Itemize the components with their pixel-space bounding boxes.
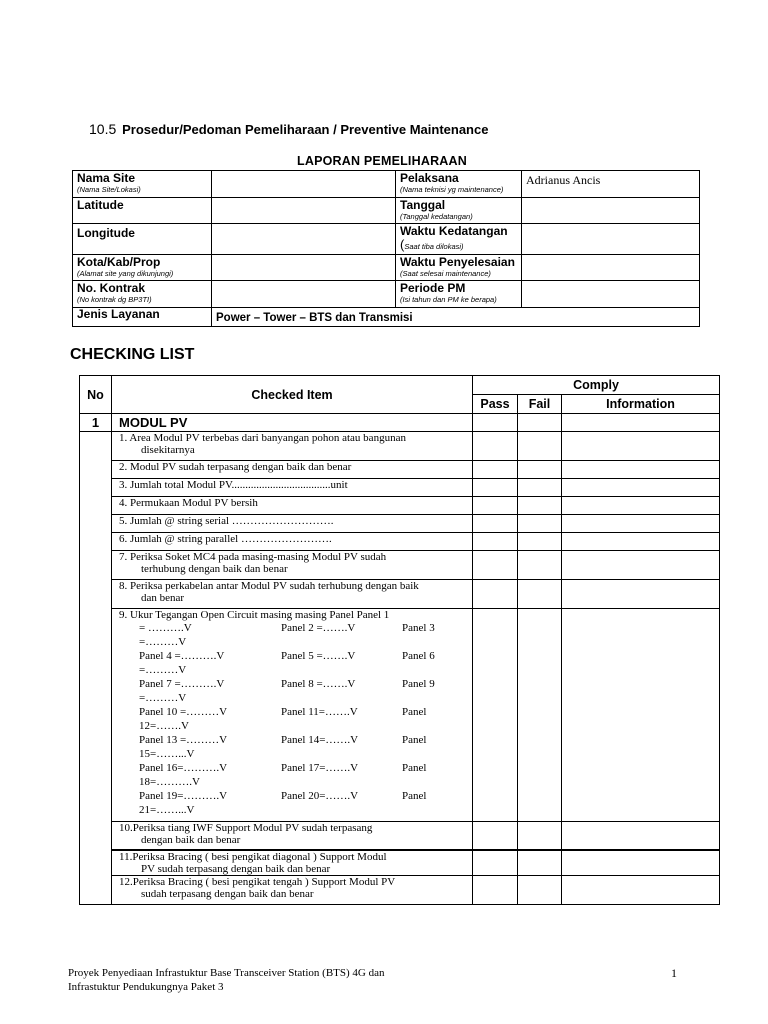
info-cell[interactable] (562, 414, 720, 432)
waktu-penyelesaian-label-cell (396, 255, 522, 281)
pass-cell[interactable] (473, 609, 518, 822)
check-item-9 (112, 609, 473, 822)
site-info-table (72, 170, 700, 327)
check-item-11 (112, 850, 473, 876)
pass-cell[interactable] (473, 479, 518, 497)
panel-voltage-entry: Panel 19=……….V (139, 790, 228, 802)
check-item-10-line2: dengan baik dan benar (141, 834, 241, 846)
latitude-label: Latitude (77, 198, 124, 212)
info-cell[interactable] (562, 497, 720, 515)
panel-voltage-entry: Panel 4 =……….V (139, 650, 225, 662)
header-checked-item: Checked Item (112, 376, 473, 414)
header-information: Information (562, 395, 720, 414)
fail-cell[interactable] (518, 533, 562, 551)
check-item-8-line2: dan benar (141, 592, 185, 604)
kota-hint: (Alamat site yang dikunjungi) (77, 269, 174, 278)
check-item-4-line1: 4. Permukaan Modul PV bersih (119, 497, 258, 509)
checking-list-table (79, 375, 720, 905)
header-comply: Comply (473, 376, 720, 395)
panel-voltage-entry: 12=…….V (139, 720, 189, 732)
pass-cell[interactable] (473, 850, 518, 876)
tanggal-value[interactable] (522, 198, 700, 224)
fail-cell[interactable] (518, 875, 562, 904)
panel-voltage-entry: =………V (139, 664, 187, 676)
tanggal-label-cell (396, 198, 522, 224)
panel-voltage-entry: Panel 16=……….V (139, 762, 228, 774)
panel-voltage-entry: Panel 3 (402, 622, 435, 634)
table-row (80, 850, 720, 876)
check-item-6 (112, 533, 473, 551)
fail-cell[interactable] (518, 414, 562, 432)
info-row-nama-site (73, 171, 700, 198)
check-item-12-line2: sudah terpasang dengan baik dan benar (141, 887, 314, 900)
kota-label: Kota/Kab/Prop (77, 255, 161, 269)
table-row (80, 479, 720, 497)
check-item-11-line1: 11.Periksa Bracing ( besi pengikat diagonal ) Support Modul (119, 850, 387, 863)
panel-voltage-entry: Panel 7 =……….V (139, 678, 225, 690)
nama-site-label: Nama Site (77, 171, 136, 185)
panel-voltage-entry: Panel 11=…….V (281, 706, 358, 718)
page-number: 1 (671, 966, 677, 980)
jenis-value: Power – Tower – BTS dan Transmisi (216, 312, 413, 324)
periode-hint: (Isi tahun dan PM ke berapa) (400, 295, 497, 304)
waktu-kedatangan-value[interactable] (522, 224, 700, 255)
check-item-1-line2: disekitarnya (141, 444, 195, 456)
fail-cell[interactable] (518, 850, 562, 876)
panel-voltage-entry: Panel 20=…….V (281, 790, 359, 802)
panel-voltage-entry: =………V (139, 636, 187, 648)
fail-cell[interactable] (518, 432, 562, 461)
section-number-cell: 1 (80, 414, 112, 432)
table-row (80, 461, 720, 479)
table-row (80, 609, 720, 822)
waktu-kedatangan-label-cell (396, 224, 522, 255)
check-item-7 (112, 551, 473, 580)
waktu-kedatangan-label: Waktu Kedatangan (400, 224, 508, 238)
table-row (80, 432, 720, 461)
info-row-longitude (73, 224, 700, 255)
kontrak-label-cell (73, 281, 212, 308)
pass-cell[interactable] (473, 580, 518, 609)
info-cell[interactable] (562, 461, 720, 479)
info-cell[interactable] (562, 850, 720, 876)
check-item-6-line1: 6. Jumlah @ string parallel ……………………. (119, 533, 332, 545)
table-row (80, 875, 720, 904)
fail-cell[interactable] (518, 551, 562, 580)
fail-cell[interactable] (518, 822, 562, 850)
info-row-latitude (73, 198, 700, 224)
kontrak-hint: (No kontrak dg BP3TI) (77, 295, 152, 304)
jenis-label-cell (73, 308, 212, 327)
nama-site-value[interactable] (212, 171, 396, 198)
check-item-2-line1: 2. Modul PV sudah terpasang dengan baik dan benar (119, 461, 352, 473)
pass-cell[interactable] (473, 461, 518, 479)
panel-voltage-entry: Panel (402, 790, 427, 802)
latitude-value[interactable] (212, 198, 396, 224)
footer-line-2: Infrastuktur Pendukungnya Paket 3 (68, 981, 224, 993)
jenis-label: Jenis Layanan (77, 307, 160, 321)
check-item-12-line1: 12.Periksa Bracing ( besi pengikat tengah ) Support Modul PV (119, 875, 396, 888)
pelaksana-hint: (Nama teknisi yg maintenance) (400, 185, 504, 194)
latitude-label-cell (73, 198, 212, 224)
fail-cell[interactable] (518, 497, 562, 515)
check-item-12 (112, 875, 473, 904)
info-cell[interactable] (562, 551, 720, 580)
panel-voltage-entry: Panel 10 =………V (139, 706, 228, 718)
fail-cell[interactable] (518, 609, 562, 822)
panel-voltage-entry: Panel 14=…….V (281, 734, 359, 746)
check-item-2 (112, 461, 473, 479)
check-item-5 (112, 515, 473, 533)
header-row-1 (80, 376, 720, 395)
panel-voltage-entry: 21=……...V (139, 804, 195, 816)
check-item-7-line2: terhubung dengan baik dan benar (141, 563, 288, 575)
panel-voltage-entry: Panel 13 =………V (139, 734, 228, 746)
periode-label-cell (396, 281, 522, 308)
nama-site-label-cell (73, 171, 212, 198)
longitude-label: Longitude (77, 226, 135, 240)
pass-cell[interactable] (473, 551, 518, 580)
waktu-penyelesaian-value[interactable] (522, 255, 700, 281)
section-title: Prosedur/Pedoman Pemeliharaan / Preventive Maintenance (122, 122, 489, 137)
pass-cell[interactable] (473, 875, 518, 904)
jenis-value-cell (212, 308, 700, 327)
panel-voltage-entry: Panel 8 =…….V (281, 678, 356, 690)
table-row (80, 533, 720, 551)
check-item-9-title: 9. Ukur Tegangan Open Circuit masing masing Panel Panel 1 (119, 609, 390, 621)
check-item-1-line1: 1. Area Modul PV terbebas dari banyangan pohon atau bangunan (119, 432, 406, 444)
waktu-kedatangan-paren: ( (400, 237, 405, 252)
panel-voltage-entry: = ……….V (139, 622, 192, 634)
longitude-value[interactable] (212, 224, 396, 255)
footer (68, 966, 385, 994)
info-cell[interactable] (562, 432, 720, 461)
table-row (80, 515, 720, 533)
pass-cell[interactable] (473, 414, 518, 432)
info-cell[interactable] (562, 479, 720, 497)
periode-label: Periode PM (400, 281, 466, 295)
header-fail: Fail (518, 395, 562, 414)
section-title-cell: MODUL PV (112, 414, 473, 432)
panel-voltage-entry: Panel 2 =…….V (281, 622, 356, 634)
check-item-4 (112, 497, 473, 515)
pelaksana-value-cell[interactable] (522, 171, 700, 198)
info-cell[interactable] (562, 515, 720, 533)
check-item-10-line1: 10.Periksa tiang IWF Support Modul PV sudah terpasang (119, 822, 373, 834)
nama-site-hint: (Nama Site/Lokasi) (77, 185, 141, 194)
kontrak-value[interactable] (212, 281, 396, 308)
panel-voltage-entry: 18=……….V (139, 776, 200, 788)
info-cell[interactable] (562, 533, 720, 551)
waktu-penyelesaian-label: Waktu Penyelesaian (400, 255, 515, 269)
info-row-jenis-layanan (73, 308, 700, 327)
panel-voltage-entry: Panel (402, 762, 427, 774)
check-item-5-line1: 5. Jumlah @ string serial ………………………. (119, 515, 334, 527)
info-cell[interactable] (562, 875, 720, 904)
panel-voltage-entry: =………V (139, 692, 187, 704)
section-row-modul-pv (80, 414, 720, 432)
table-row (80, 822, 720, 850)
header-pass: Pass (473, 395, 518, 414)
kota-label-cell (73, 255, 212, 281)
table-row (80, 580, 720, 609)
no-column-spacer (80, 432, 112, 905)
footer-line-1: Proyek Penyediaan Infrastuktur Base Transceiver Station (BTS) 4G dan (68, 967, 385, 979)
pelaksana-value: Adrianus Ancis (526, 173, 601, 187)
fail-cell[interactable] (518, 461, 562, 479)
panel-voltage-entry: Panel (402, 734, 427, 746)
info-cell[interactable] (562, 822, 720, 850)
fail-cell[interactable] (518, 515, 562, 533)
section-heading (89, 121, 488, 137)
tanggal-hint: (Tanggal kedatangan) (400, 212, 473, 221)
panel-voltage-grid (119, 621, 472, 817)
pass-cell[interactable] (473, 432, 518, 461)
report-title (0, 154, 768, 168)
check-item-8 (112, 580, 473, 609)
check-item-10 (112, 822, 473, 850)
info-row-kontrak (73, 281, 700, 308)
header-no: No (80, 376, 112, 414)
info-row-kota (73, 255, 700, 281)
check-item-3-line1: 3. Jumlah total Modul PV....................................unit (119, 479, 348, 491)
info-cell[interactable] (562, 580, 720, 609)
check-item-7-line1: 7. Periksa Soket MC4 pada masing-masing Modul PV sudah (119, 551, 387, 563)
fail-cell[interactable] (518, 479, 562, 497)
kota-value[interactable] (212, 255, 396, 281)
table-row (80, 551, 720, 580)
kontrak-label: No. Kontrak (77, 281, 146, 295)
tanggal-label: Tanggal (400, 198, 446, 212)
check-item-8-line1: 8. Periksa perkabelan antar Modul PV sudah terhubung dengan baik (119, 580, 419, 592)
pass-cell[interactable] (473, 515, 518, 533)
panel-voltage-entry: Panel 5 =…….V (281, 650, 356, 662)
info-cell[interactable] (562, 609, 720, 822)
waktu-kedatangan-hint: Saat tiba dilokasi) (404, 242, 464, 251)
checking-list-title: CHECKING LIST (70, 346, 195, 363)
report-title-text: LAPORAN PEMELIHARAAN (297, 154, 467, 168)
panel-voltage-entry: Panel (402, 706, 427, 718)
section-number: 10.5 (89, 121, 117, 137)
panel-voltage-entry: 15=……...V (139, 748, 195, 760)
pelaksana-label: Pelaksana (400, 171, 459, 185)
periode-value[interactable] (522, 281, 700, 308)
panel-voltage-entry: Panel 17=…….V (281, 762, 359, 774)
check-item-11-line2: PV sudah terpasang dengan baik dan benar (141, 862, 331, 875)
pelaksana-label-cell (396, 171, 522, 198)
longitude-label-cell (73, 224, 212, 255)
fail-cell[interactable] (518, 580, 562, 609)
table-row (80, 497, 720, 515)
waktu-penyelesaian-hint: (Saat selesai maintenance) (400, 269, 491, 278)
panel-voltage-entry: Panel 6 (402, 650, 435, 662)
check-item-3 (112, 479, 473, 497)
pass-cell[interactable] (473, 533, 518, 551)
panel-voltage-entry: Panel 9 (402, 678, 435, 690)
pass-cell[interactable] (473, 822, 518, 850)
check-item-1 (112, 432, 473, 461)
pass-cell[interactable] (473, 497, 518, 515)
